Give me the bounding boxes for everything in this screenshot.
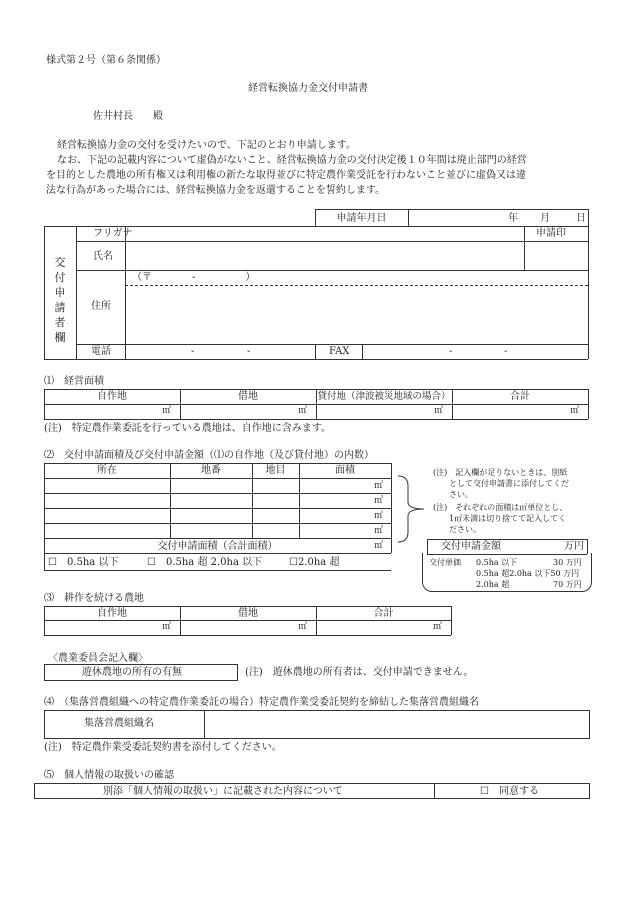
committee-note: (注) 遊休農地の所有者は、交付申請できません。 xyxy=(245,667,474,678)
col-header: 貸付地（津波被災地域の場合） xyxy=(317,391,451,402)
unit-label: ㎡ xyxy=(162,406,172,416)
col-header: 借地 xyxy=(238,608,258,619)
option-checkbox[interactable]: ☐2.0ha 超 xyxy=(289,557,340,568)
addressee: 佐井村長 殿 xyxy=(93,111,163,122)
section5-heading: ⑸ 個人情報の取扱いの確認 xyxy=(44,770,174,781)
intro-line: を目的とした農地の所有権又は利用権の新たな取得並びに特定農作業受託を行わないこと並びに虚偽又は違 xyxy=(46,170,526,181)
name-label: 氏名 xyxy=(93,251,113,262)
address-label: 住所 xyxy=(91,301,111,312)
unit-label: ㎡ xyxy=(298,622,308,632)
section1-heading: ⑴ 経営面積 xyxy=(44,376,104,387)
col-header: 地目 xyxy=(265,465,286,476)
bracket-icon xyxy=(396,474,430,544)
phone-label: 電話 xyxy=(91,346,111,357)
intro-line: 法な行為があった場合には、経営転換協力金を返還することを誓約します。 xyxy=(46,185,386,196)
col-header: 合計 xyxy=(373,608,394,619)
fax-dash: - xyxy=(449,346,453,357)
fax-dash: - xyxy=(504,346,508,357)
option-checkbox[interactable]: ☐ 0.5ha 超 2.0ha 以下 xyxy=(147,557,263,568)
fax-label: FAX xyxy=(329,346,350,357)
col-header: 所在 xyxy=(97,465,117,476)
committee-heading: 〈農業委員会記入欄〉 xyxy=(48,653,148,664)
unit-label: ㎡ xyxy=(162,622,172,632)
day-label: 日 xyxy=(576,213,586,224)
unit-price-range: 0.5ha 超2.0ha 以下50 万円 xyxy=(476,569,580,578)
intro-line: 経営転換協力金の交付を受けたいので、下記のとおり申請します。 xyxy=(57,140,356,151)
amount-unit: 万円 xyxy=(564,541,584,552)
postal-code: （〒 - ） xyxy=(132,272,256,283)
unit-label: ㎡ xyxy=(374,496,384,506)
org-name-label: 集落営農組織名 xyxy=(84,718,154,729)
amount-label: 交付申請金額 xyxy=(441,541,501,552)
committee-label: 遊休農地の所有の有無 xyxy=(82,667,182,678)
form-number: 様式第２号（第６条関係） xyxy=(46,55,166,66)
unit-price-range: 0.5ha 以下 xyxy=(476,558,518,567)
year-label: 年 xyxy=(508,213,518,224)
unit-label: ㎡ xyxy=(374,481,384,491)
furigana-label: フリガナ xyxy=(93,228,133,239)
unit-label: ㎡ xyxy=(374,526,384,536)
section3-heading: ⑶ 耕作を続ける農地 xyxy=(44,593,144,604)
section4-note: (注) 特定農作業受委託契約書を添付してください。 xyxy=(44,742,282,753)
unit-label: ㎡ xyxy=(374,541,384,551)
col-header: 自作地 xyxy=(97,608,127,619)
col-header: 合計 xyxy=(510,391,530,402)
month-label: 月 xyxy=(540,213,550,224)
col-header: 借地 xyxy=(238,391,258,402)
total-area-label: 交付申請面積（合計面積） xyxy=(157,541,278,552)
col-header: 面積 xyxy=(335,465,355,476)
unit-label: ㎡ xyxy=(433,622,443,632)
unit-price-label: 交付単価 xyxy=(429,558,461,567)
section2-heading: ⑵ 交付申請面積及び交付申請金額（⑴の自作地（及び貸付地）の内数） xyxy=(44,450,374,461)
unit-price-amount: 70 万円 xyxy=(553,580,582,589)
option-checkbox[interactable]: ☐ 0.5ha 以下 xyxy=(48,557,119,568)
col-header: 地番 xyxy=(201,465,221,476)
unit-label: ㎡ xyxy=(298,406,308,416)
unit-label: ㎡ xyxy=(434,406,444,416)
seal-label: 申請印 xyxy=(536,228,566,239)
agree-checkbox[interactable]: ☐ 同意する xyxy=(480,786,539,797)
section1-note: (注) 特定農作業委託を行っている農地は、自作地に含みます。 xyxy=(44,423,332,434)
date-label: 申請年月日 xyxy=(336,213,387,224)
privacy-text: 別添「個人情報の取扱い」に記載された内容について xyxy=(103,786,343,797)
unit-label: ㎡ xyxy=(570,406,580,416)
col-header: 自作地 xyxy=(97,391,127,402)
applicant-side-label: 交 付 申 請 者 欄 xyxy=(54,256,66,344)
form-title: 経営転換協力金交付申請書 xyxy=(248,83,368,94)
section4-heading: ⑷ （集落営農組織への特定農作業委託の場合）特定農作業受委託契約を締結した集落営農組織名 xyxy=(44,697,479,708)
phone-dash: - xyxy=(191,346,195,357)
intro-line: なお、下記の記載内容について虚偽がないこと、経営転換協力金の交付決定後１０年間は廃止部門の経営 xyxy=(57,155,527,166)
unit-price-range: 2.0ha 超 xyxy=(476,580,510,589)
unit-label: ㎡ xyxy=(374,511,384,521)
unit-price-amount: 30 万円 xyxy=(553,558,582,567)
phone-dash: - xyxy=(247,346,251,357)
